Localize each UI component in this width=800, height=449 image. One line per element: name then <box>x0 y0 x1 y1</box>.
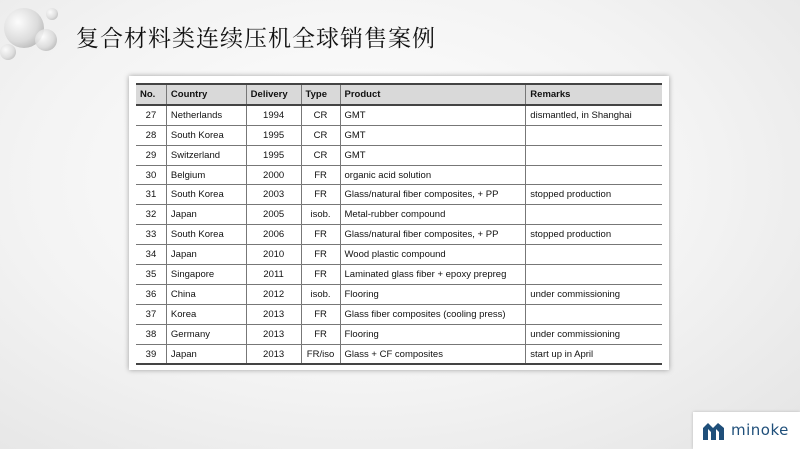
cell-country: Japan <box>166 245 246 265</box>
cell-product: Metal-rubber compound <box>340 205 526 225</box>
cell-product: GMT <box>340 125 526 145</box>
cell-type: isob. <box>301 284 340 304</box>
table-row <box>136 145 662 165</box>
logo <box>693 412 800 449</box>
cell-delivery: 2011 <box>246 265 301 285</box>
cell-type: FR <box>301 185 340 205</box>
cell-product: Flooring <box>340 324 526 344</box>
cell-delivery: 1995 <box>246 145 301 165</box>
cell-product: Glass/natural fiber composites, + PP <box>340 225 526 245</box>
bubbles-icon <box>0 0 80 70</box>
cell-type: FR/iso <box>301 344 340 364</box>
cell-remarks <box>526 205 662 225</box>
table-body <box>136 105 662 365</box>
cell-type: isob. <box>301 205 340 225</box>
cell-remarks <box>526 125 662 145</box>
cell-delivery: 1995 <box>246 125 301 145</box>
cell-product: Flooring <box>340 284 526 304</box>
table-header-row <box>136 84 662 105</box>
slide-title: 复合材料类连续压机全球销售案例 <box>76 26 436 52</box>
cell-delivery: 2013 <box>246 304 301 324</box>
cell-remarks: dismantled, in Shanghai <box>526 105 662 125</box>
cell-type: FR <box>301 225 340 245</box>
header-delivery: Delivery <box>246 84 301 105</box>
cell-product: Glass + CF composites <box>340 344 526 364</box>
cell-product: GMT <box>340 105 526 125</box>
cell-country: Singapore <box>166 265 246 285</box>
cell-remarks: under commissioning <box>526 324 662 344</box>
cell-no: 38 <box>136 324 166 344</box>
cell-type: FR <box>301 245 340 265</box>
cell-remarks: start up in April <box>526 344 662 364</box>
sales-table-panel <box>129 76 669 370</box>
cell-no: 36 <box>136 284 166 304</box>
header-product: Product <box>340 84 526 105</box>
cell-product: Laminated glass fiber + epoxy prepreg <box>340 265 526 285</box>
cell-country: China <box>166 284 246 304</box>
table-row <box>136 225 662 245</box>
cell-type: CR <box>301 125 340 145</box>
table-row <box>136 284 662 304</box>
cell-remarks: stopped production <box>526 225 662 245</box>
cell-delivery: 2013 <box>246 344 301 364</box>
cell-delivery: 1994 <box>246 105 301 125</box>
table-row <box>136 125 662 145</box>
header-no: No. <box>136 84 166 105</box>
table-row <box>136 245 662 265</box>
cell-no: 27 <box>136 105 166 125</box>
cell-product: organic acid solution <box>340 165 526 185</box>
cell-delivery: 2005 <box>246 205 301 225</box>
cell-type: FR <box>301 304 340 324</box>
cell-type: FR <box>301 324 340 344</box>
logo-text: minoke <box>731 421 789 439</box>
cell-type: CR <box>301 145 340 165</box>
cell-country: Germany <box>166 324 246 344</box>
cell-country: Japan <box>166 344 246 364</box>
cell-country: Japan <box>166 205 246 225</box>
cell-no: 32 <box>136 205 166 225</box>
cell-product: Glass fiber composites (cooling press) <box>340 304 526 324</box>
cell-type: FR <box>301 165 340 185</box>
m-building-icon <box>702 421 726 441</box>
table-row <box>136 344 662 364</box>
table-row <box>136 205 662 225</box>
header-type: Type <box>301 84 340 105</box>
cell-country: South Korea <box>166 185 246 205</box>
table-row <box>136 105 662 125</box>
cell-no: 34 <box>136 245 166 265</box>
cell-country: Switzerland <box>166 145 246 165</box>
cell-no: 39 <box>136 344 166 364</box>
cell-country: South Korea <box>166 125 246 145</box>
sales-table <box>136 83 662 365</box>
cell-remarks <box>526 304 662 324</box>
cell-product: Wood plastic compound <box>340 245 526 265</box>
cell-remarks <box>526 145 662 165</box>
cell-type: CR <box>301 105 340 125</box>
table-row <box>136 304 662 324</box>
cell-delivery: 2013 <box>246 324 301 344</box>
cell-no: 31 <box>136 185 166 205</box>
cell-remarks <box>526 165 662 185</box>
cell-delivery: 2006 <box>246 225 301 245</box>
cell-country: South Korea <box>166 225 246 245</box>
cell-remarks <box>526 265 662 285</box>
table-row <box>136 165 662 185</box>
cell-delivery: 2003 <box>246 185 301 205</box>
cell-no: 35 <box>136 265 166 285</box>
table-row <box>136 185 662 205</box>
header-country: Country <box>166 84 246 105</box>
cell-delivery: 2010 <box>246 245 301 265</box>
cell-type: FR <box>301 265 340 285</box>
cell-delivery: 2012 <box>246 284 301 304</box>
cell-no: 33 <box>136 225 166 245</box>
cell-no: 28 <box>136 125 166 145</box>
cell-country: Netherlands <box>166 105 246 125</box>
cell-remarks <box>526 245 662 265</box>
cell-country: Korea <box>166 304 246 324</box>
header-remarks: Remarks <box>526 84 662 105</box>
cell-no: 29 <box>136 145 166 165</box>
cell-remarks: stopped production <box>526 185 662 205</box>
cell-no: 37 <box>136 304 166 324</box>
table-row <box>136 324 662 344</box>
cell-product: GMT <box>340 145 526 165</box>
cell-country: Belgium <box>166 165 246 185</box>
cell-delivery: 2000 <box>246 165 301 185</box>
cell-no: 30 <box>136 165 166 185</box>
cell-product: Glass/natural fiber composites, + PP <box>340 185 526 205</box>
cell-remarks: under commissioning <box>526 284 662 304</box>
table-row <box>136 265 662 285</box>
